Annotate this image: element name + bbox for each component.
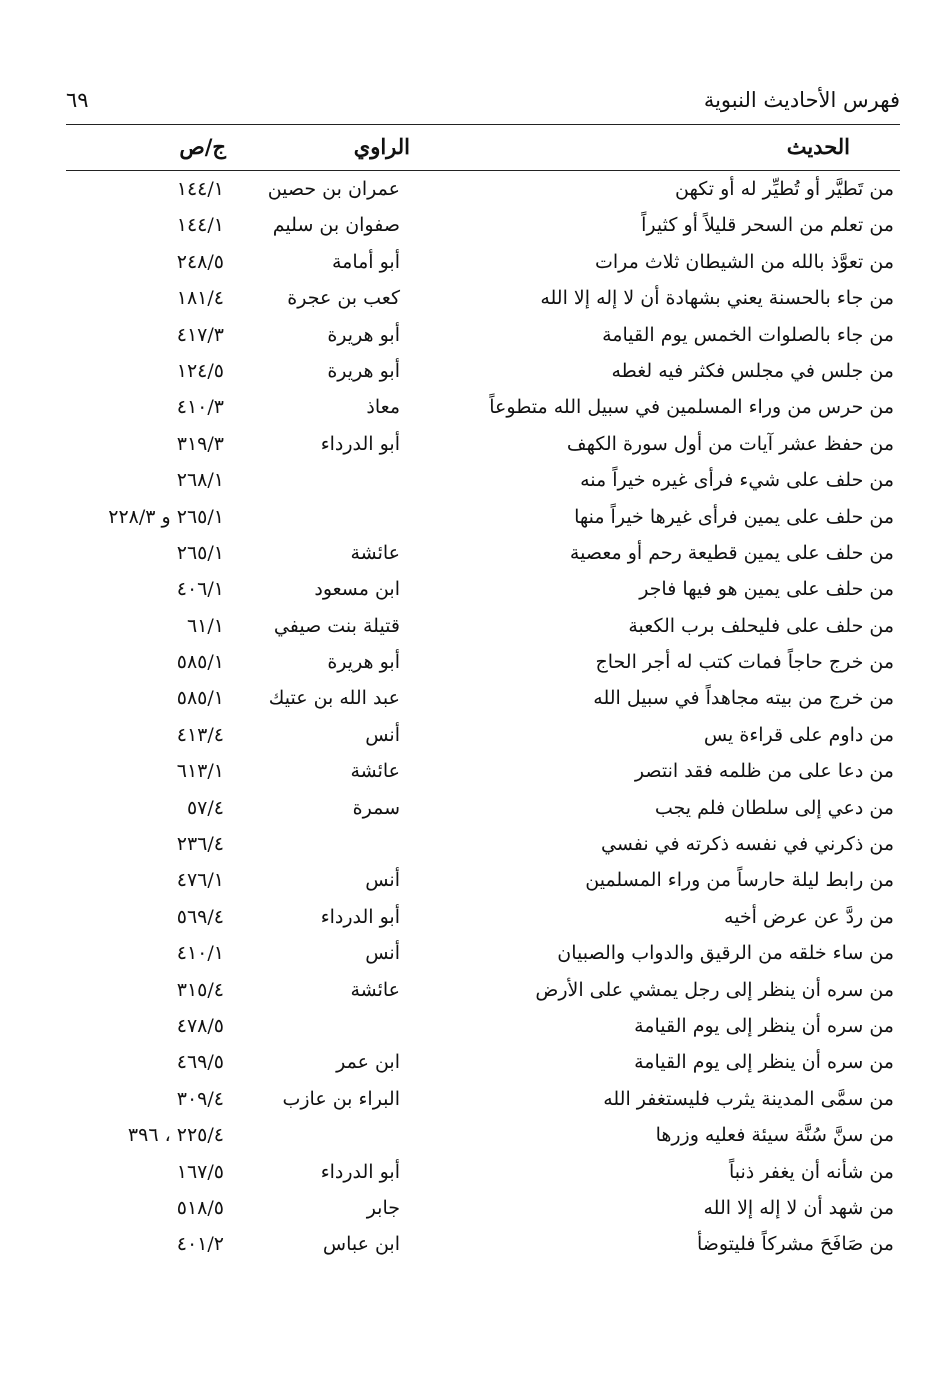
hadith-text: من دعا على من ظلمه فقد انتصر — [634, 760, 894, 783]
volume-page-reference: ٥٧/٤ — [186, 796, 224, 819]
table-row — [66, 1082, 900, 1118]
volume-page-reference: ٥١٨/٥ — [176, 1196, 224, 1219]
volume-page-reference: ١٨١/٤ — [176, 287, 224, 310]
narrator-name: عمران بن حصين — [267, 178, 400, 200]
narrator-name: أنس — [365, 869, 400, 892]
narrator-name: قتيلة بنت صيفي — [273, 614, 400, 637]
narrator-name: أنس — [365, 723, 400, 746]
narrator-name: عائشة — [350, 760, 400, 783]
table-row — [66, 281, 900, 317]
volume-page-reference: ٤١٠/٣ — [176, 396, 224, 419]
narrator-name: عائشة — [350, 541, 400, 564]
narrator-name: سمرة — [352, 796, 400, 819]
table-row — [66, 754, 900, 790]
hadith-text: من صَافَحَ مشركاً فليتوضأ — [696, 1233, 894, 1256]
narrator-name: أبو هريرة — [327, 651, 400, 674]
narrator-name: ابن مسعود — [314, 578, 400, 601]
column-headers — [66, 134, 900, 168]
narrator-name: ابن عمر — [336, 1051, 400, 1074]
volume-page-reference: ٣١٩/٣ — [176, 432, 224, 455]
page-number: ٦٩ — [66, 88, 89, 112]
table-row — [66, 1118, 900, 1154]
header-title: فهرس الأحاديث النبوية — [703, 88, 900, 112]
hadith-text: من تَطيَّر أو تُطيِّر له أو تكهن — [675, 178, 894, 200]
hadith-text: من جلس في مجلس فكثر فيه لغطه — [611, 359, 894, 382]
volume-page-reference: ١٦٧/٥ — [176, 1160, 224, 1183]
hadith-text: من سنَّ سُنَّة سيئة فعليه وزرها — [655, 1124, 894, 1147]
hadith-text: من حفظ عشر آيات من أول سورة الكهف — [566, 432, 894, 455]
volume-page-reference: ١٤٤/١ — [176, 214, 224, 237]
column-header-hadith: الحديث — [786, 134, 850, 159]
volume-page-reference: ٦١٣/١ — [176, 760, 224, 783]
narrator-name: البراء بن عازب — [282, 1087, 400, 1110]
narrator-name: أبو الدرداء — [320, 905, 400, 928]
table-row — [66, 791, 900, 827]
hadith-text: من سمَّى المدينة يثرب فليستغفر الله — [603, 1087, 894, 1110]
volume-page-reference: ٢٣٦/٤ — [176, 833, 224, 856]
hadith-text: من خرج حاجاً فمات كتب له أجر الحاج — [595, 651, 894, 674]
narrator-name: معاذ — [366, 396, 400, 419]
table-row — [66, 572, 900, 608]
table-row — [66, 827, 900, 863]
hadith-text: من حرس من وراء المسلمين في سبيل الله متطوعاً — [489, 396, 894, 419]
volume-page-reference: ٤٠٦/١ — [176, 578, 224, 601]
volume-page-reference: ٦١/١ — [186, 614, 224, 637]
table-row — [66, 536, 900, 572]
hadith-text: من تعوَّذ بالله من الشيطان ثلاث مرات — [594, 250, 894, 273]
volume-page-reference: ٤١٧/٣ — [176, 323, 224, 346]
volume-page-reference: ٢٦٥/١ و ٢٢٨/٣ — [108, 505, 224, 528]
volume-page-reference: ٢٦٨/١ — [176, 469, 224, 492]
hadith-text: من دعي إلى سلطان فلم يجب — [654, 796, 894, 819]
table-row — [66, 1191, 900, 1227]
hadith-text: من حلف على يمين قطيعة رحم أو معصية — [569, 541, 894, 564]
hadith-text: من رابط ليلة حارساً من وراء المسلمين — [585, 869, 894, 892]
volume-page-reference: ٣١٥/٤ — [176, 978, 224, 1001]
table-row — [66, 1227, 900, 1263]
volume-page-reference: ٤٧٨/٥ — [176, 1014, 224, 1037]
table-row — [66, 1045, 900, 1081]
table-row — [66, 863, 900, 899]
hadith-text: من شهد أن لا إله إلا الله — [703, 1196, 894, 1219]
table-row — [66, 645, 900, 681]
table-row — [66, 245, 900, 281]
hadith-text: من حلف على فليحلف برب الكعبة — [628, 614, 894, 637]
table-row — [66, 718, 900, 754]
volume-page-reference: ٤١٣/٤ — [176, 723, 224, 746]
narrator-name: أبو الدرداء — [320, 1160, 400, 1183]
hadith-text: من ذكرني في نفسه ذكرته في نفسي — [600, 833, 894, 856]
hadith-text: من جاء بالصلوات الخمس يوم القيامة — [602, 323, 894, 346]
table-row — [66, 900, 900, 936]
volume-page-reference: ١٢٤/٥ — [176, 359, 224, 382]
hadith-text: من حلف على شيء فرأى غيره خيراً منه — [580, 469, 894, 492]
volume-page-reference: ٤١٠/١ — [176, 942, 224, 965]
hadith-text: من شأنه أن يغفر ذنباً — [728, 1160, 894, 1183]
column-header-narrator: الراوي — [353, 134, 410, 159]
volume-page-reference: ٢٢٥/٤ ، ٣٩٦ — [127, 1124, 224, 1147]
narrator-name: صفوان بن سليم — [272, 214, 400, 237]
volume-page-reference: ١٤٤/١ — [176, 178, 224, 200]
hadith-text: من حلف على يمين هو فيها فاجر — [639, 578, 894, 601]
hadith-text: من سره أن ينظر إلى يوم القيامة — [634, 1014, 894, 1037]
table-row — [66, 936, 900, 972]
table-row — [66, 681, 900, 717]
table-row — [66, 318, 900, 354]
table-row — [66, 354, 900, 390]
volume-page-reference: ٢٦٥/١ — [176, 541, 224, 564]
narrator-name: كعب بن عجرة — [287, 287, 400, 310]
column-header-divider — [66, 170, 900, 171]
page-header — [66, 88, 900, 124]
header-divider — [66, 124, 900, 125]
hadith-text: من داوم على قراءة يس — [703, 723, 894, 746]
volume-page-reference: ٤٦٩/٥ — [176, 1051, 224, 1074]
hadith-text: من خرج من بيته مجاهداً في سبيل الله — [593, 687, 894, 710]
hadith-text: من ساء خلقه من الرقيق والدواب والصبيان — [557, 942, 894, 965]
narrator-name: أنس — [365, 942, 400, 965]
narrator-name: أبو الدرداء — [320, 432, 400, 455]
table-row — [66, 609, 900, 645]
hadith-text: من ردَّ عن عرض أخيه — [724, 905, 894, 928]
table-row — [66, 500, 900, 536]
narrator-name: أبو هريرة — [327, 323, 400, 346]
hadith-text: من سره أن ينظر إلى يوم القيامة — [634, 1051, 894, 1074]
volume-page-reference: ٢٤٨/٥ — [176, 250, 224, 273]
narrator-name: أبو أمامة — [331, 250, 400, 273]
hadith-text: من سره أن ينظر إلى رجل يمشي على الأرض — [535, 978, 894, 1001]
narrator-name: ابن عباس — [322, 1233, 400, 1256]
hadith-text: من جاء بالحسنة يعني بشهادة أن لا إله إلا الله — [540, 287, 894, 310]
hadith-text: من حلف على يمين فرأى غيرها خيراً منها — [574, 505, 894, 528]
index-table — [66, 172, 900, 1264]
narrator-name: أبو هريرة — [327, 359, 400, 382]
volume-page-reference: ٤٠١/٢ — [176, 1233, 224, 1256]
column-header-reference: ج/ص — [179, 134, 226, 159]
narrator-name: عائشة — [350, 978, 400, 1001]
volume-page-reference: ٤٧٦/١ — [176, 869, 224, 892]
table-row — [66, 1155, 900, 1191]
table-row — [66, 463, 900, 499]
volume-page-reference: ٥٨٥/١ — [176, 651, 224, 674]
table-row — [66, 427, 900, 463]
table-row — [66, 208, 900, 244]
narrator-name: عبد الله بن عتيك — [268, 687, 400, 710]
hadith-text: من تعلم من السحر قليلاً أو كثيراً — [641, 214, 894, 237]
table-row — [66, 172, 900, 208]
table-row — [66, 973, 900, 1009]
volume-page-reference: ٣٠٩/٤ — [176, 1087, 224, 1110]
volume-page-reference: ٥٨٥/١ — [176, 687, 224, 710]
table-row — [66, 390, 900, 426]
table-row — [66, 1009, 900, 1045]
narrator-name: جابر — [366, 1196, 400, 1219]
volume-page-reference: ٥٦٩/٤ — [176, 905, 224, 928]
